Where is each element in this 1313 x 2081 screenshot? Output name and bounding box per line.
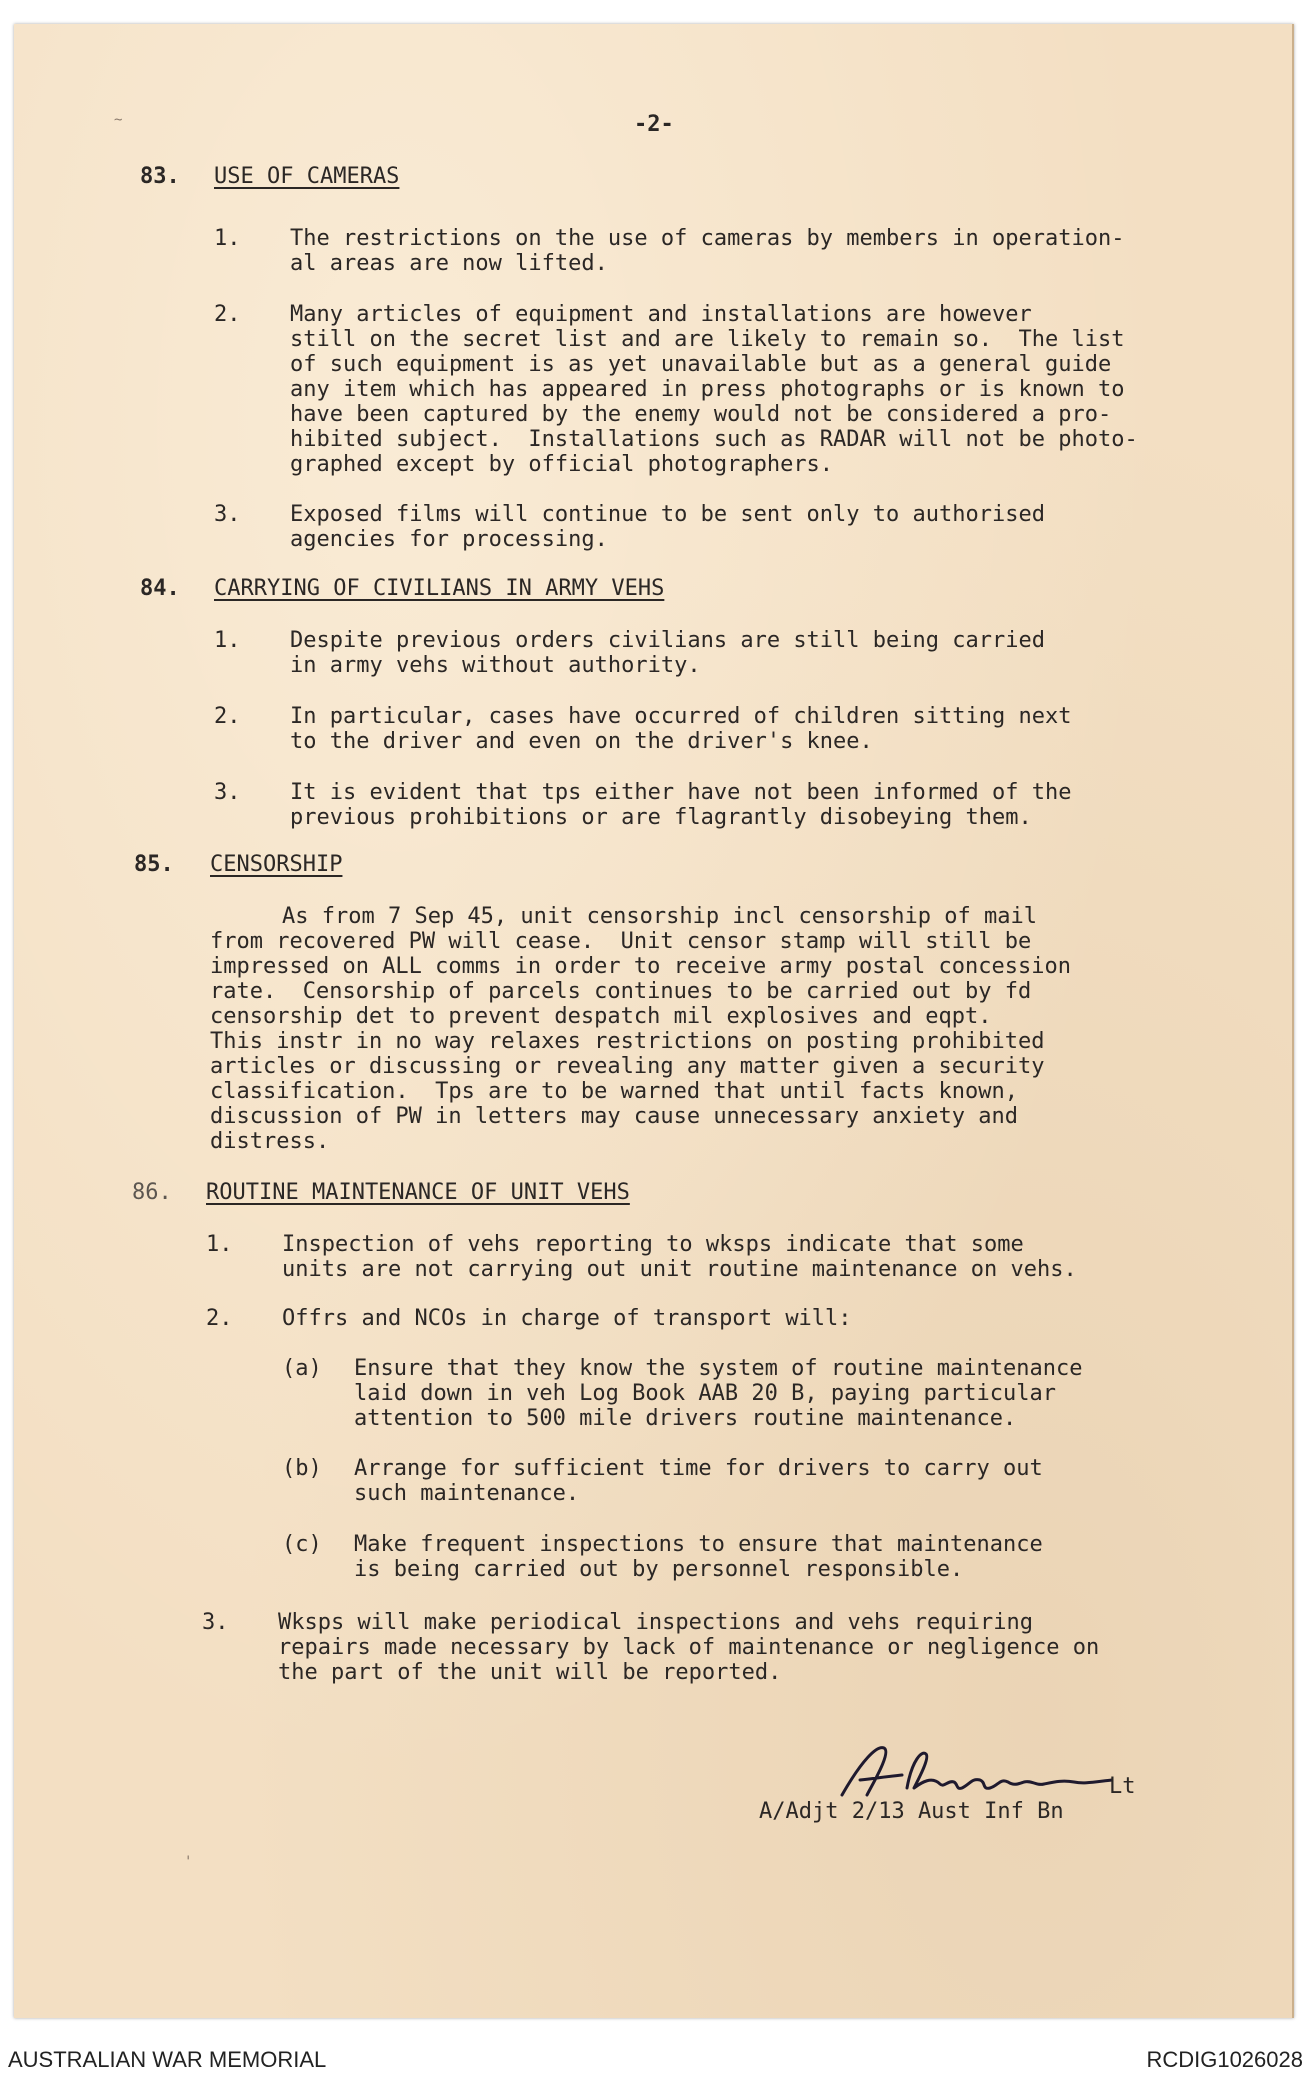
paper-mark: ~	[114, 112, 123, 128]
section-84-para-1-text: Despite previous orders civilians are still being carried in army vehs without authority.	[290, 628, 1045, 678]
section-86-item-c-text: Make frequent inspections to ensure that maintenance is being carried out by personnel responsible.	[354, 1532, 1043, 1582]
section-85-heading: CENSORSHIP	[210, 852, 343, 877]
section-83-heading: USE OF CAMERAS	[214, 164, 400, 189]
section-83-para-3-text: Exposed films will continue to be sent only to authorised agencies for processing.	[290, 502, 1045, 552]
section-84-para-2-text: In particular, cases have occurred of children sitting next to the driver and even on the driver's knee.	[290, 704, 1072, 754]
section-84-para-2-label: 2.	[214, 704, 241, 729]
section-86-para-2-text: Offrs and NCOs in charge of transport will:	[282, 1306, 852, 1331]
section-84-para-1-label: 1.	[214, 628, 241, 653]
signature-rank: Lt	[1109, 1774, 1136, 1799]
section-86-number: 86.	[132, 1180, 172, 1205]
section-85-number: 85.	[134, 852, 174, 877]
section-86-para-2-label: 2.	[206, 1306, 233, 1331]
section-83-number: 83.	[140, 164, 180, 189]
section-83-para-2-label: 2.	[214, 302, 241, 327]
section-84-heading: CARRYING OF CIVILIANS IN ARMY VEHS	[214, 576, 665, 601]
section-85-body	[210, 904, 1071, 1154]
section-86-item-b-text: Arrange for sufficient time for drivers to carry out such maintenance.	[354, 1456, 1043, 1506]
section-86-para-1-label: 1.	[206, 1232, 233, 1257]
section-83-para-3-label: 3.	[214, 502, 241, 527]
section-86-heading: ROUTINE MAINTENANCE OF UNIT VEHS	[206, 1180, 630, 1205]
signature-title: A/Adjt 2/13 Aust Inf Bn	[759, 1799, 1064, 1824]
section-83-para-1-label: 1.	[214, 226, 241, 251]
section-86-para-3-label: 3.	[202, 1610, 229, 1635]
document-page	[14, 24, 1294, 2018]
section-85-body-text: As from 7 Sep 45, unit censorship incl censorship of mail from recovered PW will cease. Unit censor stamp will still be impressed on ALL comms in order to receive army postal concession rate. Censorship of parcels continues to be carried out by fd censorship det to prevent despatch mil explosives and eqpt. This instr in no way relaxes restrictions on posting prohibited articles or discussing or revealing any matter given a security classification. Tps are to be warned that until facts known, discussion of PW in letters may cause unnecessary anxiety and distress.	[210, 904, 1071, 1154]
section-84-para-3-label: 3.	[214, 780, 241, 805]
section-84-para-3-text: It is evident that tps either have not been informed of the previous prohibitions or are flagrantly disobeying them.	[290, 780, 1072, 830]
section-86-para-3-text: Wksps will make periodical inspections and vehs requiring repairs made necessary by lack of maintenance or negligence on the part of the unit will be reported.	[278, 1610, 1100, 1685]
section-86-item-c-label: (c)	[282, 1532, 322, 1557]
section-83-para-2-text: Many articles of equipment and installations are however still on the secret list and are likely to remain so. The list of such equipment is as yet unavailable but as a general guide any item which has appeared in press photographs or is known to have been captured by the enemy would not be considered a pro- hibited subject. Installations such as RADAR will not be photo- graphed except by official photographers.	[290, 302, 1138, 477]
page-number: -2-	[634, 112, 674, 137]
section-84-number: 84.	[140, 576, 180, 601]
section-86-para-1-text: Inspection of vehs reporting to wksps indicate that some units are not carrying out unit routine maintenance on vehs.	[282, 1232, 1077, 1282]
section-86-item-b-label: (b)	[282, 1456, 322, 1481]
footer-archive-name: AUSTRALIAN WAR MEMORIAL	[8, 2047, 327, 2072]
section-83-para-1-text: The restrictions on the use of cameras by members in operation- al areas are now lifted.	[290, 226, 1125, 276]
section-86-item-a-text: Ensure that they know the system of routine maintenance laid down in veh Log Book AAB 20 B, paying particular attention to 500 mile drivers routine maintenance.	[354, 1356, 1083, 1431]
section-86-item-a-label: (a)	[282, 1356, 322, 1381]
footer-record-id: RCDIG1026028	[1146, 2047, 1303, 2072]
paper-mark: '	[184, 1854, 193, 1870]
